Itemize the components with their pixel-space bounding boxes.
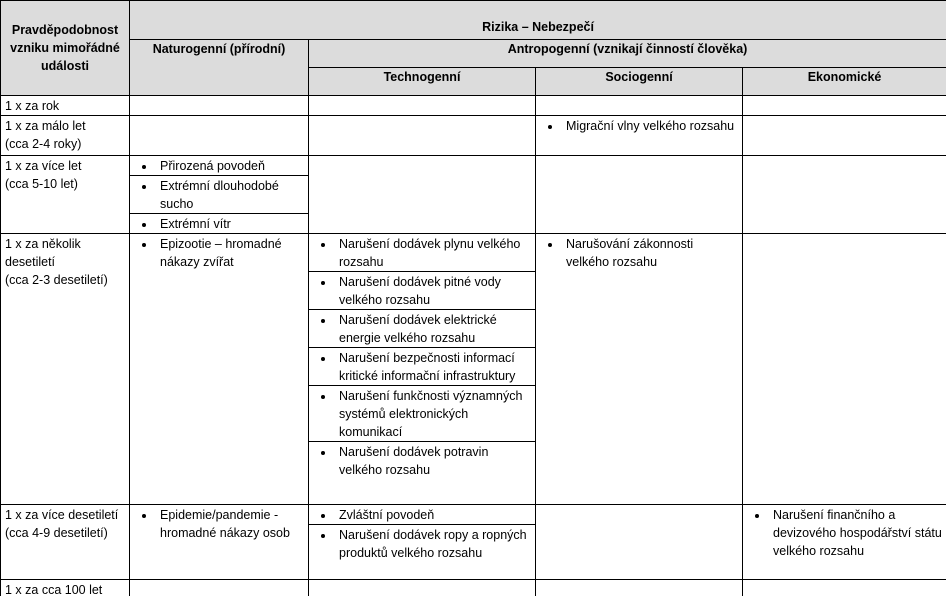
risk-item-text: • Epidemie/pandemie - hromadné nákazy osob — [156, 506, 304, 542]
risk-item-text: • Narušení finančního a devizového hospodářství státu velkého rozsahu — [769, 506, 942, 560]
list-item — [130, 234, 308, 271]
risk-item-text: • Narušování zákonnosti velkého rozsahu — [562, 235, 738, 271]
list-item — [309, 385, 535, 441]
risk-item-text: • Migrační vlny velkého rozsahu — [562, 117, 738, 135]
table-row — [1, 505, 946, 580]
list-item — [130, 213, 308, 233]
table-row — [1, 96, 946, 116]
list-item — [309, 505, 535, 524]
natural-cell — [130, 156, 309, 234]
risk-item-text: • Narušení bezpečnosti informací kritické informační infrastruktury — [335, 349, 531, 385]
header-natural: Naturogenní (přírodní) — [130, 40, 309, 96]
header-anthropogenic: Antropogenní (vznikají činností člověka) — [309, 40, 946, 68]
probability-cell: 1 x za více let (cca 5-10 let) — [1, 156, 130, 234]
technogenic-cell — [309, 234, 536, 505]
header-probability: Pravděpodobnost vzniku mimořádné události — [1, 1, 130, 96]
sociogenic-cell — [536, 234, 743, 505]
header-sociogenic: Sociogenní — [536, 68, 743, 96]
risk-item-text: • Extrémní dlouhodobé sucho — [156, 177, 304, 213]
risk-item-text: • Narušení dodávek ropy a ropných produktů velkého rozsahu — [335, 526, 531, 562]
risk-item-text: • Narušení dodávek pitné vody velkého rozsahu — [335, 273, 531, 309]
list-item — [743, 505, 946, 560]
header-economic: Ekonomické — [743, 68, 946, 96]
natural-cell — [130, 505, 309, 580]
list-item — [309, 309, 535, 347]
table-row — [1, 580, 946, 596]
probability-cell: 1 x za cca 100 let — [1, 580, 130, 596]
sociogenic-cell — [536, 116, 743, 156]
risk-item-text: • Narušení funkčnosti významných systémů elektronických komunikací — [335, 387, 531, 441]
table-row — [1, 116, 946, 156]
risk-item-text: • Narušení dodávek plynu velkého rozsahu — [335, 235, 531, 271]
table-row — [1, 156, 946, 234]
list-item — [309, 347, 535, 385]
risk-item-text: • Epizootie – hromadné nákazy zvířat — [156, 235, 304, 271]
list-item — [536, 116, 742, 135]
list-item — [130, 156, 308, 175]
risk-item-text: • Zvláštní povodeň — [335, 506, 531, 524]
probability-cell: 1 x za více desetiletí (cca 4-9 desetiletí) — [1, 505, 130, 580]
probability-cell: 1 x za několik desetiletí (cca 2-3 desetiletí) — [1, 234, 130, 505]
list-item — [536, 234, 742, 271]
list-item — [309, 441, 535, 479]
technogenic-cell — [309, 505, 536, 580]
list-item — [309, 524, 535, 562]
risk-item-text: • Narušení dodávek potravin velkého rozsahu — [335, 443, 531, 479]
risk-item-text: • Narušení dodávek elektrické energie velkého rozsahu — [335, 311, 531, 347]
probability-cell: 1 x za málo let (cca 2-4 roky) — [1, 116, 130, 156]
list-item — [130, 505, 308, 542]
risk-item-text: • Přirozená povodeň — [156, 157, 304, 175]
economic-cell — [743, 505, 946, 580]
risk-item-text: • Extrémní vítr — [156, 215, 304, 233]
header-technogenic: Technogenní — [309, 68, 536, 96]
natural-cell — [130, 234, 309, 505]
list-item — [130, 175, 308, 213]
header-risks: Rizika – Nebezpečí — [130, 1, 946, 40]
probability-cell: 1 x za rok — [1, 96, 130, 116]
list-item — [309, 234, 535, 271]
table-row — [1, 234, 946, 505]
list-item — [309, 271, 535, 309]
